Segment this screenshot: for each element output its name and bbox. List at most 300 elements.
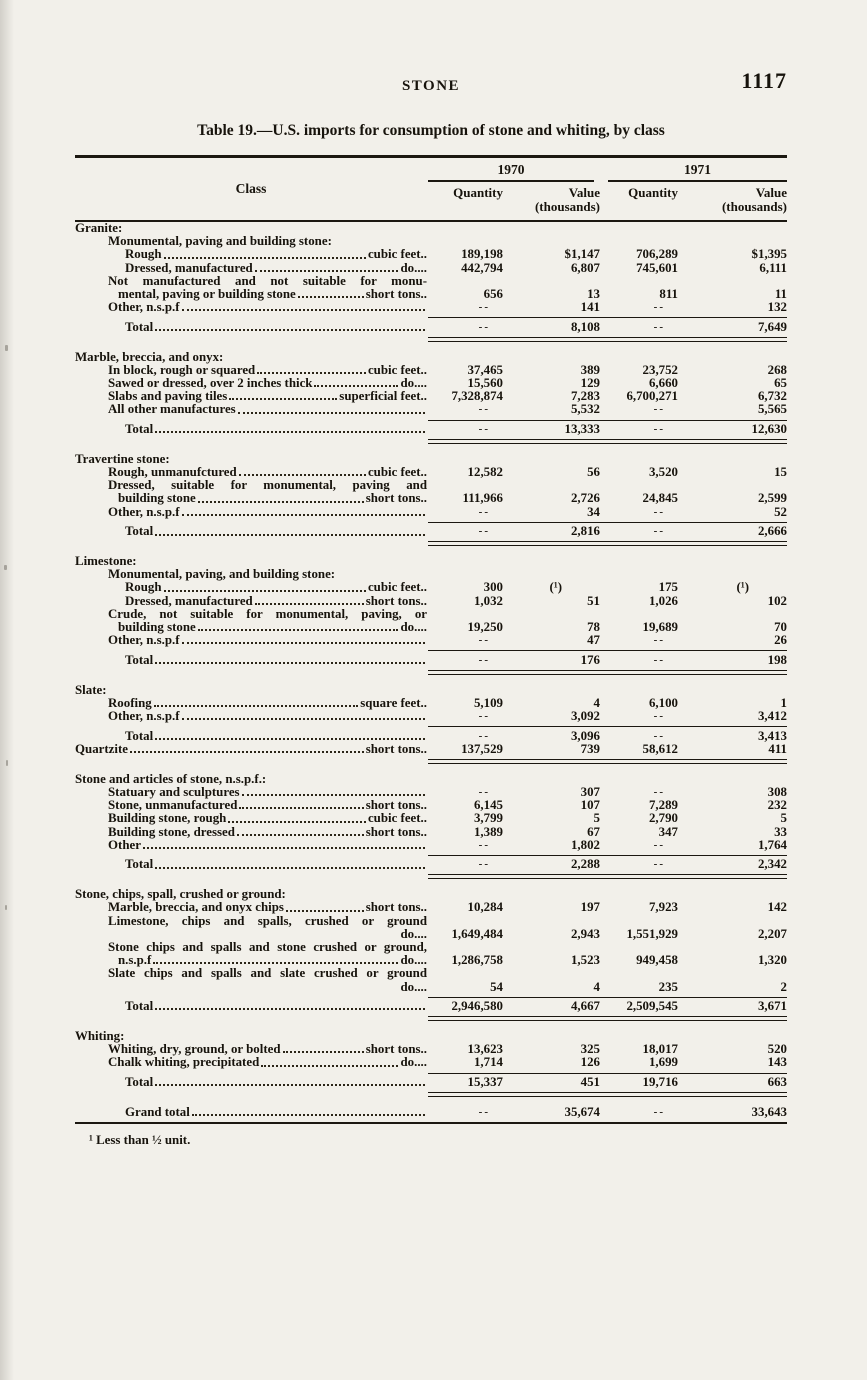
cell-val-1971: 143 [767, 1055, 787, 1070]
cell-qty-1970: -- [478, 423, 490, 436]
dot-leader [298, 296, 364, 298]
table-row [75, 858, 787, 871]
cell-qty-1971: -- [653, 403, 665, 416]
table-row [75, 608, 787, 621]
row-class-cell [75, 423, 427, 436]
cell-qty-1971: -- [653, 320, 665, 333]
cell-val-1971: 12,630 [751, 422, 787, 437]
table-row [75, 915, 787, 928]
row-class-cell [75, 839, 427, 852]
imports-table [75, 155, 787, 1148]
row-class-cell [75, 321, 427, 334]
cell-val-1971: 308 [767, 784, 787, 799]
dot-leader [261, 1065, 398, 1067]
row-label: Stone chips and spalls and stone crushed or ground, [108, 940, 427, 954]
row-class-cell [75, 826, 427, 839]
row-class-cell [75, 568, 427, 581]
table-row [75, 377, 787, 390]
row-class-cell [75, 743, 427, 756]
unit-label: do.... [400, 377, 427, 391]
unit-label: cubic feet.. [367, 581, 427, 595]
row-class-cell [75, 262, 427, 275]
row-class-cell [75, 967, 427, 980]
value-header-line: (thousands) [721, 199, 787, 214]
row-label: Total [125, 525, 154, 539]
cell-val-1971: 7,649 [757, 319, 787, 334]
row-label: mental, paving or building stone [118, 288, 296, 302]
cell-qty-1970: -- [478, 634, 490, 647]
row-label: Limestone, chips and spalls, crushed or ground [108, 914, 427, 928]
cell-val-1971: 102 [767, 593, 787, 608]
cell-qty-1970: 12,582 [467, 465, 503, 480]
cell-val-1970: 2,726 [570, 491, 600, 506]
year-1971-group [600, 158, 787, 182]
dot-leader [143, 847, 425, 849]
cell-qty-1971: -- [653, 785, 665, 798]
cell-val-1971: 2,207 [757, 926, 787, 941]
cell-val-1970: 307 [580, 784, 600, 799]
cell-qty-1971: 23,752 [642, 362, 678, 377]
cell-val-1970: 2,943 [570, 926, 600, 941]
section-gap [75, 1097, 787, 1106]
cell-qty-1971: -- [653, 710, 665, 723]
table-row [75, 839, 787, 852]
cell-val-1971: 520 [767, 1042, 787, 1057]
dot-leader [155, 662, 425, 664]
section-gap [75, 546, 787, 555]
row-label: Other, n.s.p.f [108, 301, 180, 315]
table-row [75, 812, 787, 825]
cell-qty-1970: 189,198 [461, 247, 503, 262]
row-label: Rough, unmanufctured [108, 466, 237, 480]
table-header [75, 155, 787, 222]
cell-val-1971: 232 [767, 798, 787, 813]
row-label: Limestone: [75, 555, 137, 569]
row-label: Other, n.s.p.f [108, 634, 180, 648]
row-class-cell [75, 799, 427, 812]
table-row [75, 654, 787, 667]
cell-qty-1971: 7,289 [648, 798, 678, 813]
unit-label: do.... [400, 980, 427, 994]
cell-qty-1970: -- [478, 505, 490, 518]
row-class-cell [75, 634, 427, 647]
table-row [75, 390, 787, 403]
cell-val-1970: 4 [593, 695, 600, 710]
cell-val-1971: 142 [767, 900, 787, 915]
row-label: Total [125, 858, 154, 872]
table-title: Table 19.—U.S. imports for consumption of stone and whiting, by class [197, 122, 665, 139]
dot-leader [283, 1051, 364, 1053]
table-row [75, 773, 787, 786]
row-class-cell [75, 710, 427, 723]
cell-val-1971: 33,643 [751, 1104, 787, 1119]
unit-label: cubic feet.. [367, 466, 427, 480]
row-class-cell [75, 301, 427, 314]
dot-leader [228, 821, 366, 823]
cell-val-1971: 3,671 [757, 999, 787, 1014]
table-row [75, 423, 787, 436]
cell-val-1970: 67 [587, 824, 600, 839]
cell-val-1971: 5,565 [757, 402, 787, 417]
table-row [75, 710, 787, 723]
table-row [75, 967, 787, 980]
cell-val-1970: 129 [580, 376, 600, 391]
dot-leader [155, 1084, 425, 1086]
table-row [75, 222, 787, 235]
cell-qty-1970: -- [478, 653, 490, 666]
cell-qty-1971: 1,026 [648, 593, 678, 608]
cell-qty-1971: -- [653, 858, 665, 871]
table-row [75, 901, 787, 914]
cell-val-1970: 451 [580, 1075, 600, 1090]
table-row [75, 525, 787, 538]
cell-qty-1970: 7,328,874 [451, 389, 503, 404]
cell-val-1971: 52 [774, 504, 787, 519]
dot-leader [229, 398, 337, 400]
row-label: Total [125, 423, 154, 437]
cell-qty-1970: -- [478, 525, 490, 538]
table-row [75, 288, 787, 301]
scan-speck [4, 565, 7, 570]
cell-qty-1970: 10,284 [467, 900, 503, 915]
row-class-cell [75, 1030, 427, 1043]
cell-qty-1971: 347 [658, 824, 678, 839]
cell-val-1971: 1 [780, 695, 787, 710]
dot-leader [164, 590, 366, 592]
cell-val-1971: 411 [768, 742, 787, 756]
cell-val-1970: 7,283 [570, 389, 600, 404]
cell-val-1970: 107 [580, 798, 600, 813]
row-label: Travertine stone: [75, 452, 170, 466]
cell-val-1971: 132 [767, 300, 787, 315]
dot-leader [242, 794, 425, 796]
total-rule [428, 997, 787, 998]
row-label: Monumental, paving, and building stone: [108, 568, 336, 582]
cell-val-1971: 1,320 [757, 953, 787, 968]
cell-qty-1971: 811 [659, 287, 678, 302]
row-class-cell [75, 812, 427, 825]
cell-val-1970: 197 [580, 900, 600, 915]
cell-qty-1970: -- [478, 858, 490, 871]
cell-val-1970: 389 [580, 362, 600, 377]
table-row [75, 248, 787, 261]
row-class-cell [75, 901, 427, 914]
row-class-cell [75, 506, 427, 519]
row-class-cell [75, 555, 427, 568]
cell-val-1970: 35,674 [564, 1104, 600, 1119]
value-1971-header [678, 186, 787, 214]
cell-qty-1970: -- [478, 1105, 490, 1118]
dot-leader [198, 629, 399, 631]
dot-leader [155, 329, 425, 331]
row-class-cell [75, 1076, 427, 1089]
cell-qty-1971: 19,689 [642, 620, 678, 635]
row-class-cell [75, 1056, 427, 1069]
dot-leader [155, 431, 425, 433]
cell-qty-1971: 175 [658, 580, 678, 595]
dot-leader [182, 642, 425, 644]
row-class-cell [75, 981, 427, 994]
row-class-cell [75, 621, 427, 634]
table-row [75, 621, 787, 634]
dot-leader [130, 751, 364, 753]
cell-qty-1971: 706,289 [636, 247, 678, 262]
year-1970-label: 1970 [428, 162, 594, 182]
row-label: Slate: [75, 683, 107, 697]
row-label: Rough [125, 248, 162, 262]
cell-val-1970: 126 [580, 1055, 600, 1070]
row-class-cell [75, 954, 427, 967]
row-label: Dressed, manufactured [125, 594, 253, 608]
cell-val-1971: 2,599 [757, 491, 787, 506]
row-class-cell [75, 466, 427, 479]
cell-qty-1970: -- [478, 785, 490, 798]
cell-val-1971: 26 [774, 633, 787, 648]
cell-val-1971: 15 [774, 465, 787, 480]
dot-leader [314, 385, 398, 387]
row-class-cell [75, 581, 427, 594]
scan-speck [5, 345, 8, 351]
row-label: Marble, breccia, and onyx: [75, 350, 224, 364]
row-label: Dressed, suitable for monumental, paving and [108, 479, 427, 493]
row-class-cell [75, 858, 427, 871]
cell-qty-1971: 6,700,271 [626, 389, 678, 404]
cell-qty-1971: -- [653, 729, 665, 742]
total-rule [428, 522, 787, 523]
year-row [427, 158, 787, 182]
cell-val-1971: 65 [774, 376, 787, 391]
row-class-cell [75, 364, 427, 377]
table-row [75, 466, 787, 479]
cell-qty-1971: -- [653, 423, 665, 436]
cell-qty-1970: 1,389 [473, 824, 503, 839]
table-row [75, 479, 787, 492]
unit-label: short tons.. [365, 1043, 427, 1057]
row-class-cell [75, 1000, 427, 1013]
running-head: STONE [401, 78, 461, 94]
cell-val-1970: 56 [587, 465, 600, 480]
cell-qty-1970: 2,946,580 [451, 999, 503, 1014]
cell-val-1970: 47 [587, 633, 600, 648]
row-label: Other, n.s.p.f [108, 505, 180, 519]
row-label: Slabs and paving tiles [108, 390, 228, 404]
row-label: Other [108, 838, 141, 852]
table-row [75, 697, 787, 710]
cell-qty-1971: 3,520 [648, 465, 678, 480]
cell-qty-1971: -- [653, 1105, 665, 1118]
dot-leader [154, 705, 359, 707]
scan-speck [6, 760, 8, 766]
cell-qty-1970: 5,109 [473, 695, 503, 710]
cell-qty-1970: 442,794 [461, 260, 503, 275]
dot-leader [155, 1008, 425, 1010]
table-row [75, 888, 787, 901]
table-row [75, 1056, 787, 1069]
section-gap [75, 1021, 787, 1030]
table-row [75, 568, 787, 581]
table-row [75, 595, 787, 608]
table-row [75, 364, 787, 377]
cell-qty-1971: -- [653, 301, 665, 314]
cell-qty-1971: 235 [658, 979, 678, 994]
row-class-cell [75, 403, 427, 416]
cell-val-1970: 34 [587, 504, 600, 519]
cell-val-1970: 1,523 [570, 953, 600, 968]
cell-val-1971: 3,412 [757, 709, 787, 724]
dot-leader [198, 501, 364, 503]
section-gap [75, 675, 787, 684]
row-class-cell [75, 684, 427, 697]
cell-val-1971: $1,395 [751, 247, 787, 262]
table-row [75, 1076, 787, 1089]
row-label: Monumental, paving and building stone: [108, 235, 332, 249]
section-gap [75, 879, 787, 888]
cell-val-1970: 3,092 [570, 709, 600, 724]
row-label: Chalk whiting, precipitated [108, 1056, 260, 1070]
row-label: Total [125, 1000, 154, 1014]
section-gap [75, 764, 787, 773]
cell-qty-1971: -- [653, 838, 665, 851]
cell-val-1970: 2,288 [570, 857, 600, 872]
row-label: Granite: [75, 222, 123, 235]
table-row [75, 235, 787, 248]
cell-qty-1970: 15,337 [467, 1075, 503, 1090]
row-label: Roofing [108, 696, 152, 710]
unit-label: short tons.. [365, 594, 427, 608]
dot-leader [238, 412, 425, 414]
total-rule [428, 317, 787, 318]
cell-val-1970: 739 [580, 742, 600, 756]
total-rule [428, 726, 787, 727]
cell-val-1971: 3,413 [757, 728, 787, 743]
table-row [75, 301, 787, 314]
unit-label: short tons.. [365, 799, 427, 813]
row-label: Crude, not suitable for monumental, paving, or [108, 607, 427, 621]
dot-leader [239, 474, 366, 476]
quantity-1970-header: Quantity [453, 185, 503, 200]
unit-label: short tons.. [365, 288, 427, 302]
row-label: Total [125, 320, 154, 334]
cell-val-1971: 5 [780, 811, 787, 826]
row-label: Other, n.s.p.f [108, 710, 180, 724]
row-class-cell [75, 288, 427, 301]
cell-val-1971: 6,111 [759, 260, 787, 275]
row-label: Building stone, dressed [108, 825, 235, 839]
table-row [75, 826, 787, 839]
unit-label: short tons.. [365, 492, 427, 506]
cell-qty-1971: 19,716 [642, 1075, 678, 1090]
unit-label: do.... [400, 954, 427, 968]
row-label: Not manufactured and not suitable for monu- [108, 274, 427, 288]
cell-qty-1970: 19,250 [467, 620, 503, 635]
total-rule [428, 1073, 787, 1074]
unit-label: square feet.. [360, 696, 427, 710]
row-class-cell [75, 479, 427, 492]
row-class-cell [75, 1043, 427, 1056]
table-row [75, 684, 787, 697]
row-class-cell [75, 786, 427, 799]
dot-leader [153, 962, 398, 964]
cell-val-1970: 13,333 [564, 422, 600, 437]
table-row [75, 506, 787, 519]
cell-val-1970: 3,096 [570, 728, 600, 743]
row-label: Total [125, 729, 154, 743]
cell-qty-1971: -- [653, 525, 665, 538]
cell-val-1970: 325 [580, 1042, 600, 1057]
unit-label: cubic feet.. [367, 363, 427, 377]
value-header-line: Value [755, 185, 787, 200]
cell-qty-1971: 18,017 [642, 1042, 678, 1057]
cell-qty-1970: -- [478, 403, 490, 416]
section-gap [75, 444, 787, 453]
row-class-cell [75, 275, 427, 288]
table-row [75, 581, 787, 594]
cell-val-1971: (¹) [736, 580, 749, 595]
cell-qty-1971: -- [653, 653, 665, 666]
cell-val-1971: 1,764 [757, 837, 787, 852]
row-label: Rough [125, 581, 162, 595]
dot-leader [155, 867, 425, 869]
table-row [75, 321, 787, 334]
cell-val-1970: 8,108 [570, 319, 600, 334]
row-label: n.s.p.f [118, 954, 152, 968]
table-row [75, 1030, 787, 1043]
row-label: Marble, breccia, and onyx chips [108, 901, 284, 915]
scan-speck [5, 905, 7, 910]
dot-leader [255, 270, 399, 272]
cell-val-1971: 6,732 [757, 389, 787, 404]
table-row [75, 1043, 787, 1056]
table-row [75, 981, 787, 994]
row-label: Stone, unmanufactured [108, 799, 238, 813]
row-label: Whiting: [75, 1029, 125, 1043]
row-label: All other manufactures [108, 403, 236, 417]
unit-label: do.... [400, 621, 427, 635]
table-bottom-rule [75, 1122, 787, 1124]
row-class-cell [75, 654, 427, 667]
table-row [75, 403, 787, 416]
cell-qty-1971: 1,551,929 [626, 926, 678, 941]
unit-label: short tons.. [365, 743, 427, 756]
cell-qty-1970: -- [478, 710, 490, 723]
cell-val-1971: 198 [767, 652, 787, 667]
cell-qty-1971: -- [653, 505, 665, 518]
cell-qty-1970: 1,286,758 [451, 953, 503, 968]
cell-val-1970: 13 [587, 287, 600, 302]
cell-qty-1970: 6,145 [473, 798, 503, 813]
cell-qty-1970: -- [478, 301, 490, 314]
dot-leader [164, 257, 366, 259]
row-class-cell [75, 595, 427, 608]
row-class-cell [75, 888, 427, 901]
cell-val-1970: 6,807 [570, 260, 600, 275]
cell-val-1970: 176 [580, 652, 600, 667]
cell-qty-1970: 13,623 [467, 1042, 503, 1057]
unit-label: cubic feet.. [367, 248, 427, 262]
total-rule [428, 855, 787, 856]
value-header-line: (thousands) [534, 199, 600, 214]
cell-val-1970: 4,667 [570, 999, 600, 1014]
cell-qty-1970: 1,714 [473, 1055, 503, 1070]
dot-leader [286, 910, 364, 912]
row-label: In block, rough or squared [108, 363, 256, 377]
dot-leader [255, 603, 364, 605]
cell-qty-1970: 111,966 [462, 491, 503, 506]
cell-qty-1970: 15,560 [467, 376, 503, 391]
subheader-row [427, 182, 787, 220]
row-class-cell [75, 492, 427, 505]
total-rule [428, 650, 787, 651]
